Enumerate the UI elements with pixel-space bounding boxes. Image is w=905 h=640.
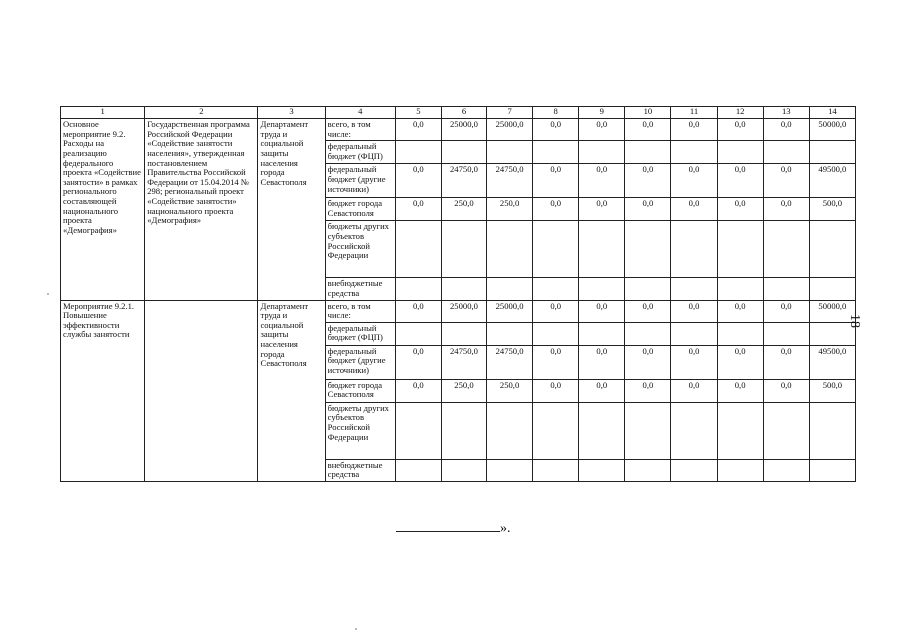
value-cell: 25000,0 bbox=[441, 119, 486, 141]
value-cell: 0,0 bbox=[763, 198, 809, 221]
value-cell: 0,0 bbox=[717, 119, 763, 141]
value-cell bbox=[717, 322, 763, 345]
value-cell bbox=[487, 221, 533, 278]
executor-cell: Департамент труда и социальной защиты населения города Севастополя bbox=[258, 119, 325, 301]
value-cell bbox=[395, 278, 441, 300]
value-cell: 0,0 bbox=[671, 300, 717, 322]
value-cell bbox=[395, 402, 441, 459]
value-cell: 24750,0 bbox=[487, 345, 533, 379]
value-cell bbox=[579, 278, 625, 300]
value-cell: 0,0 bbox=[395, 345, 441, 379]
value-cell bbox=[625, 322, 671, 345]
value-cell: 0,0 bbox=[763, 379, 809, 402]
program-cell bbox=[145, 300, 258, 482]
value-cell: 0,0 bbox=[533, 198, 579, 221]
value-cell: 25000,0 bbox=[487, 300, 533, 322]
table-row bbox=[61, 119, 856, 141]
value-cell bbox=[717, 221, 763, 278]
executor-cell: Департамент труда и социальной защиты населения города Севастополя bbox=[258, 300, 325, 482]
value-cell bbox=[487, 322, 533, 345]
value-cell: 49500,0 bbox=[809, 345, 855, 379]
value-cell: 0,0 bbox=[625, 119, 671, 141]
column-header: 2 bbox=[145, 107, 258, 119]
value-cell bbox=[625, 221, 671, 278]
program-cell: Государственная программа Российской Федерации «Содействие занятости населения», утвержденная постановлением Правительства Российской Федерации от 15.04.2014 № 298; региональный проект «Содействие занятости» национального проекта «Демография» bbox=[145, 119, 258, 301]
value-cell bbox=[441, 402, 486, 459]
funding-source-cell: федеральный бюджет (ФЦП) bbox=[325, 141, 395, 164]
value-cell bbox=[717, 402, 763, 459]
value-cell: 500,0 bbox=[809, 198, 855, 221]
value-cell: 0,0 bbox=[579, 164, 625, 198]
value-cell bbox=[763, 459, 809, 481]
value-cell bbox=[717, 141, 763, 164]
funding-source-cell: федеральный бюджет (ФЦП) bbox=[325, 322, 395, 345]
value-cell: 0,0 bbox=[579, 345, 625, 379]
header-row bbox=[61, 107, 856, 119]
value-cell bbox=[395, 322, 441, 345]
value-cell bbox=[717, 278, 763, 300]
value-cell: 250,0 bbox=[487, 379, 533, 402]
value-cell bbox=[579, 221, 625, 278]
value-cell bbox=[487, 402, 533, 459]
value-cell: 0,0 bbox=[625, 164, 671, 198]
value-cell: 24750,0 bbox=[441, 345, 486, 379]
funding-source-cell: внебюджетные средства bbox=[325, 278, 395, 300]
value-cell: 0,0 bbox=[763, 345, 809, 379]
table-row bbox=[61, 300, 856, 322]
value-cell bbox=[809, 402, 855, 459]
value-cell: 0,0 bbox=[717, 198, 763, 221]
value-cell bbox=[441, 322, 486, 345]
value-cell: 0,0 bbox=[717, 300, 763, 322]
value-cell: 0,0 bbox=[395, 379, 441, 402]
value-cell: 0,0 bbox=[533, 164, 579, 198]
value-cell bbox=[395, 459, 441, 481]
value-cell: 0,0 bbox=[763, 164, 809, 198]
value-cell bbox=[533, 322, 579, 345]
value-cell: 0,0 bbox=[395, 164, 441, 198]
funding-source-cell: федеральный бюджет (другие источники) bbox=[325, 164, 395, 198]
value-cell bbox=[625, 402, 671, 459]
column-header: 14 bbox=[809, 107, 855, 119]
column-header: 13 bbox=[763, 107, 809, 119]
value-cell: 0,0 bbox=[533, 345, 579, 379]
value-cell bbox=[671, 278, 717, 300]
value-cell bbox=[533, 459, 579, 481]
value-cell bbox=[763, 141, 809, 164]
column-header: 11 bbox=[671, 107, 717, 119]
funding-source-cell: всего, в том числе: bbox=[325, 300, 395, 322]
value-cell: 0,0 bbox=[579, 198, 625, 221]
value-cell bbox=[763, 221, 809, 278]
column-header: 5 bbox=[395, 107, 441, 119]
value-cell bbox=[487, 459, 533, 481]
funding-source-cell: всего, в том числе: bbox=[325, 119, 395, 141]
value-cell: 25000,0 bbox=[487, 119, 533, 141]
value-cell bbox=[441, 221, 486, 278]
scan-speck bbox=[355, 628, 357, 630]
signature-underline bbox=[396, 520, 500, 532]
column-header: 8 bbox=[533, 107, 579, 119]
scan-speck bbox=[47, 293, 49, 295]
value-cell: 0,0 bbox=[533, 300, 579, 322]
value-cell: 24750,0 bbox=[441, 164, 486, 198]
funding-source-cell: бюджет города Севастополя bbox=[325, 198, 395, 221]
value-cell: 0,0 bbox=[533, 379, 579, 402]
value-cell bbox=[533, 402, 579, 459]
value-cell bbox=[579, 459, 625, 481]
column-header: 1 bbox=[61, 107, 145, 119]
value-cell: 49500,0 bbox=[809, 164, 855, 198]
column-header: 9 bbox=[579, 107, 625, 119]
value-cell: 250,0 bbox=[487, 198, 533, 221]
value-cell bbox=[441, 278, 486, 300]
funding-source-cell: бюджеты других субъектов Российской Федерации bbox=[325, 402, 395, 459]
value-cell bbox=[809, 278, 855, 300]
value-cell bbox=[763, 322, 809, 345]
value-cell: 0,0 bbox=[395, 198, 441, 221]
funding-source-cell: внебюджетные средства bbox=[325, 459, 395, 481]
activity-cell: Мероприятие 9.2.1. Повышение эффективности службы занятости bbox=[61, 300, 145, 482]
value-cell bbox=[717, 459, 763, 481]
column-header: 7 bbox=[487, 107, 533, 119]
value-cell bbox=[809, 459, 855, 481]
budget-table bbox=[60, 106, 856, 482]
value-cell: 0,0 bbox=[671, 345, 717, 379]
value-cell bbox=[533, 278, 579, 300]
value-cell bbox=[625, 278, 671, 300]
value-cell bbox=[487, 141, 533, 164]
page-number: 18 bbox=[847, 314, 862, 328]
column-header: 12 bbox=[717, 107, 763, 119]
value-cell: 0,0 bbox=[579, 119, 625, 141]
value-cell: 50000,0 bbox=[809, 119, 855, 141]
value-cell: 0,0 bbox=[395, 300, 441, 322]
value-cell bbox=[763, 402, 809, 459]
value-cell: 0,0 bbox=[671, 379, 717, 402]
value-cell: 0,0 bbox=[763, 119, 809, 141]
closing-line bbox=[396, 520, 511, 537]
value-cell bbox=[395, 141, 441, 164]
column-header: 10 bbox=[625, 107, 671, 119]
closing-quote-mark: ». bbox=[500, 521, 511, 536]
value-cell bbox=[625, 141, 671, 164]
value-cell bbox=[533, 221, 579, 278]
value-cell: 0,0 bbox=[717, 164, 763, 198]
value-cell bbox=[671, 221, 717, 278]
value-cell bbox=[579, 402, 625, 459]
value-cell bbox=[579, 141, 625, 164]
value-cell bbox=[809, 221, 855, 278]
activity-cell: Основное мероприятие 9.2. Расходы на реализацию федерального проекта «Содействие занятости» в рамках регионального составляющей национального проекта «Демография» bbox=[61, 119, 145, 301]
value-cell: 0,0 bbox=[533, 119, 579, 141]
column-header: 3 bbox=[258, 107, 325, 119]
value-cell bbox=[441, 141, 486, 164]
value-cell: 0,0 bbox=[395, 119, 441, 141]
value-cell: 250,0 bbox=[441, 379, 486, 402]
value-cell: 24750,0 bbox=[487, 164, 533, 198]
column-header: 4 bbox=[325, 107, 395, 119]
value-cell bbox=[625, 459, 671, 481]
value-cell bbox=[671, 402, 717, 459]
value-cell: 50000,0 bbox=[809, 300, 855, 322]
value-cell: 0,0 bbox=[763, 300, 809, 322]
value-cell: 250,0 bbox=[441, 198, 486, 221]
value-cell: 0,0 bbox=[625, 198, 671, 221]
value-cell: 0,0 bbox=[579, 379, 625, 402]
value-cell bbox=[671, 459, 717, 481]
value-cell bbox=[579, 322, 625, 345]
value-cell bbox=[487, 278, 533, 300]
value-cell bbox=[671, 141, 717, 164]
value-cell: 0,0 bbox=[671, 119, 717, 141]
value-cell bbox=[395, 221, 441, 278]
value-cell: 0,0 bbox=[671, 198, 717, 221]
value-cell: 0,0 bbox=[717, 379, 763, 402]
value-cell: 0,0 bbox=[579, 300, 625, 322]
value-cell bbox=[809, 141, 855, 164]
column-header: 6 bbox=[441, 107, 486, 119]
value-cell: 25000,0 bbox=[441, 300, 486, 322]
value-cell: 500,0 bbox=[809, 379, 855, 402]
value-cell bbox=[763, 278, 809, 300]
value-cell bbox=[671, 322, 717, 345]
value-cell: 0,0 bbox=[717, 345, 763, 379]
funding-source-cell: бюджет города Севастополя bbox=[325, 379, 395, 402]
value-cell bbox=[441, 459, 486, 481]
value-cell: 0,0 bbox=[625, 300, 671, 322]
funding-source-cell: федеральный бюджет (другие источники) bbox=[325, 345, 395, 379]
value-cell: 0,0 bbox=[625, 379, 671, 402]
value-cell bbox=[533, 141, 579, 164]
funding-source-cell: бюджеты других субъектов Российской Федерации bbox=[325, 221, 395, 278]
value-cell: 0,0 bbox=[671, 164, 717, 198]
value-cell: 0,0 bbox=[625, 345, 671, 379]
